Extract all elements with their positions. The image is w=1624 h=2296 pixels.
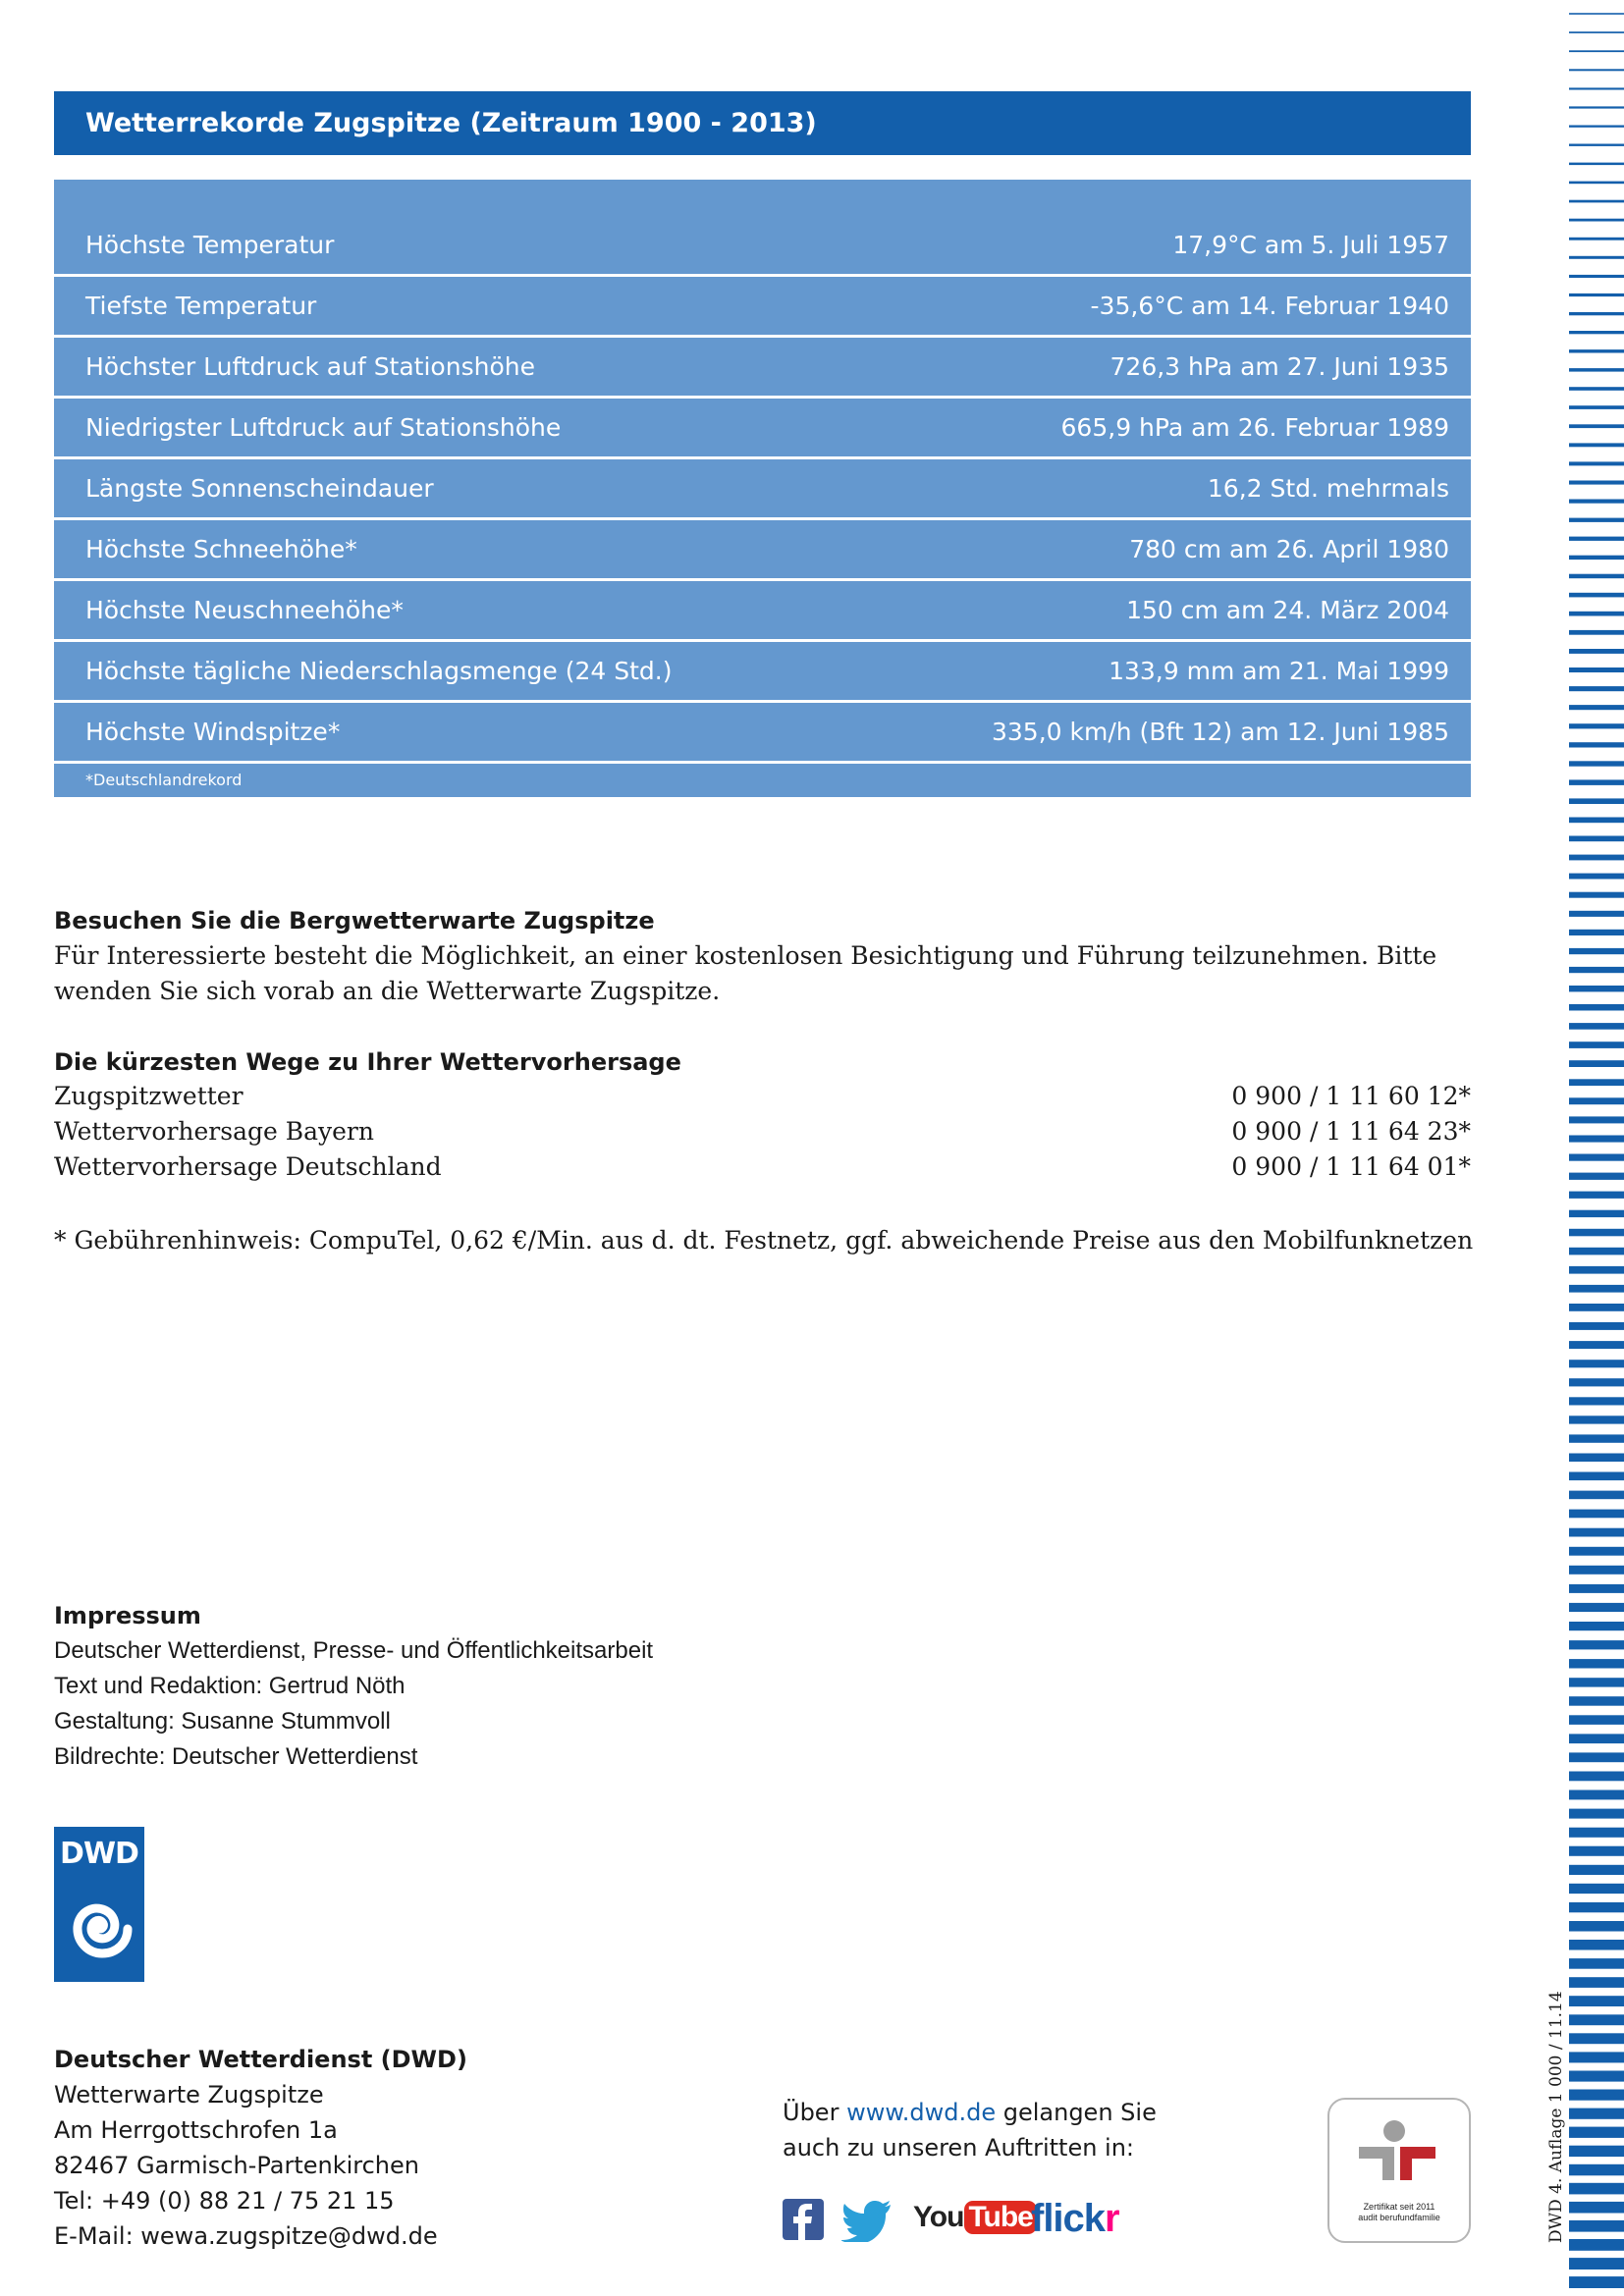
stripe: [1569, 1659, 1624, 1668]
stripe: [1569, 69, 1624, 71]
spiral-icon: [62, 1886, 136, 1970]
record-row: [54, 520, 1471, 581]
dwd-logo: [54, 1827, 144, 1982]
stripe: [1569, 742, 1624, 747]
impressum-line: Text und Redaktion: Gertrud Nöth: [54, 1673, 406, 1699]
stripe: [1569, 1378, 1624, 1386]
stripe: [1569, 368, 1624, 372]
record-label: Tiefste Temperatur: [85, 292, 317, 320]
stripe: [1569, 31, 1624, 33]
stripe: [1569, 1173, 1624, 1180]
stripe: [1569, 2090, 1624, 2101]
record-row: [54, 399, 1471, 459]
record-label: Höchste Neuschneehöhe*: [85, 596, 404, 624]
contact-line: Am Herrgottschrofen 1a: [54, 2116, 338, 2144]
stripe: [1569, 1116, 1624, 1123]
stripe: [1569, 275, 1624, 278]
record-value: 133,9 mm am 21. Mai 1999: [1109, 657, 1449, 685]
stripe: [1569, 2127, 1624, 2138]
contact-heading: Deutscher Wetterdienst (DWD): [54, 2046, 467, 2073]
stripe: [1569, 892, 1624, 898]
stripe: [1569, 948, 1624, 954]
certificate-badge: [1327, 2098, 1471, 2243]
stripe: [1569, 1472, 1624, 1481]
record-row: [54, 703, 1471, 764]
impressum-heading: Impressum: [54, 1602, 201, 1629]
social-line-2: auch zu unseren Auftritten in:: [783, 2134, 1135, 2162]
stripe: [1569, 1940, 1624, 1950]
stripe: [1569, 1136, 1624, 1143]
stripe: [1569, 1341, 1624, 1349]
record-label: Höchster Luftdruck auf Stationshöhe: [85, 352, 535, 381]
stripe: [1569, 87, 1624, 89]
stripe: [1569, 612, 1624, 616]
forecast-line: [54, 1152, 1471, 1188]
stripe: [1569, 1304, 1624, 1311]
dwd-logo-text: DWD: [60, 1837, 138, 1871]
stripe: [1569, 2014, 1624, 2025]
contact-email[interactable]: E-Mail: wewa.zugspitze@dwd.de: [54, 2222, 438, 2250]
records-table: [54, 180, 1471, 797]
fee-note: * Gebührenhinweis: CompuTel, 0,62 €/Min. aus d. dt. Festnetz, ggf. abweichende Preise aus den Mobilfunknetzen: [54, 1226, 1474, 1255]
forecast-number: 0 900 / 1 11 64 01*: [1231, 1152, 1471, 1181]
forecast-name: Zugspitzwetter: [54, 1082, 244, 1110]
record-label: Höchste tägliche Niederschlagsmenge (24 Std.): [85, 657, 673, 685]
record-row: [54, 581, 1471, 642]
record-row: [54, 459, 1471, 520]
stripe: [1569, 500, 1624, 504]
forecast-line: [54, 1117, 1471, 1152]
stripe: [1569, 1996, 1624, 2006]
stripe: [1569, 667, 1624, 672]
stripe: [1569, 1322, 1624, 1330]
forecast-name: Wettervorhersage Deutschland: [54, 1152, 442, 1181]
stripe: [1569, 1547, 1624, 1556]
stripe: [1569, 818, 1624, 824]
stripe: [1569, 1248, 1624, 1255]
edition-text: DWD 4. Auflage 1 000 / 11.14: [1546, 1991, 1566, 2243]
social-line-1: Über www.dwd.de gelangen Sie: [783, 2099, 1157, 2126]
flickr-icon[interactable]: flickr: [1031, 2197, 1119, 2240]
stripe: [1569, 481, 1624, 485]
stripe: [1569, 443, 1624, 447]
stripe: [1569, 836, 1624, 842]
stripe: [1569, 1715, 1624, 1725]
stripe: [1569, 1846, 1624, 1856]
stripe: [1569, 1041, 1624, 1048]
stripe: [1569, 405, 1624, 409]
youtube-icon[interactable]: You Tube: [913, 2201, 1037, 2240]
stripe: [1569, 461, 1624, 465]
stripe: [1569, 911, 1624, 917]
stripe: [1569, 1079, 1624, 1086]
stripe: [1569, 1977, 1624, 1988]
stripe: [1569, 1958, 1624, 1969]
record-row: [54, 216, 1471, 277]
stripe: [1569, 779, 1624, 785]
stripe: [1569, 1434, 1624, 1442]
contact-line: Tel: +49 (0) 88 21 / 75 21 15: [54, 2187, 395, 2215]
dwd-website-link[interactable]: www.dwd.de: [846, 2099, 997, 2126]
stripe: [1569, 1640, 1624, 1649]
visit-heading: Besuchen Sie die Bergwetterwarte Zugspitze: [54, 907, 655, 934]
stripe: [1569, 200, 1624, 203]
record-label: Höchste Windspitze*: [85, 718, 341, 746]
record-label: Längste Sonnenscheindauer: [85, 474, 434, 503]
stripe: [1569, 686, 1624, 691]
stripe: [1569, 2276, 1624, 2288]
record-label: Höchste Temperatur: [85, 231, 335, 259]
stripe: [1569, 1734, 1624, 1743]
stripe: [1569, 1210, 1624, 1217]
record-row: [54, 338, 1471, 399]
stripe: [1569, 1360, 1624, 1367]
stripe: [1569, 1790, 1624, 1800]
record-value: 150 cm am 24. März 2004: [1126, 596, 1449, 624]
forecast-heading: Die kürzesten Wege zu Ihrer Wettervorhersage: [54, 1048, 681, 1076]
stripe: [1569, 1828, 1624, 1838]
stripe: [1569, 2202, 1624, 2214]
records-header: [54, 91, 1471, 155]
stripe: [1569, 518, 1624, 522]
record-value: -35,6°C am 14. Februar 1940: [1090, 292, 1449, 320]
stripe: [1569, 387, 1624, 391]
stripe: [1569, 1566, 1624, 1575]
stripe: [1569, 2109, 1624, 2119]
stripe: [1569, 1809, 1624, 1819]
stripe: [1569, 1528, 1624, 1537]
stripe: [1569, 144, 1624, 146]
stripe: [1569, 723, 1624, 728]
contact-line: Wetterwarte Zugspitze: [54, 2081, 324, 2109]
record-label: Höchste Schneehöhe*: [85, 535, 357, 563]
stripe: [1569, 2220, 1624, 2232]
stripe: [1569, 1622, 1624, 1630]
stripe: [1569, 986, 1624, 991]
stripe: [1569, 2146, 1624, 2157]
stripe: [1569, 219, 1624, 222]
stripe: [1569, 2071, 1624, 2082]
forecast-name: Wettervorhersage Bayern: [54, 1117, 374, 1146]
visit-line-1: Für Interessierte besteht die Möglichkeit, an einer kostenlosen Besichtigung und Führung teilzunehmen. Bitte: [54, 941, 1437, 970]
stripe: [1569, 1921, 1624, 1932]
certificate-text: Zertifikat seit 2011 audit berufundfamilie: [1358, 2202, 1440, 2222]
forecast-line: [54, 1082, 1471, 1117]
impressum-line: Deutscher Wetterdienst, Presse- und Öffentlichkeitsarbeit: [54, 1637, 654, 1664]
footnote-text: *Deutschlandrekord: [85, 771, 243, 789]
stripe: [1569, 1752, 1624, 1762]
forecast-number: 0 900 / 1 11 60 12*: [1231, 1082, 1471, 1110]
stripe: [1569, 163, 1624, 166]
stripe: [1569, 1154, 1624, 1161]
stripe: [1569, 556, 1624, 560]
stripe: [1569, 1902, 1624, 1912]
record-value: 726,3 hPa am 27. Juni 1935: [1110, 352, 1449, 381]
visit-line-2: wenden Sie sich vorab an die Wetterwarte Zugspitze.: [54, 977, 721, 1005]
stripe: [1569, 2052, 1624, 2062]
stripe: [1569, 649, 1624, 654]
record-value: 335,0 km/h (Bft 12) am 12. Juni 1985: [992, 718, 1449, 746]
record-row: [54, 642, 1471, 703]
stripe: [1569, 574, 1624, 579]
twitter-icon[interactable]: [841, 2199, 893, 2242]
stripe: [1569, 294, 1624, 296]
stripe: [1569, 630, 1624, 635]
stripe: [1569, 2258, 1624, 2269]
stripe: [1569, 256, 1624, 259]
stripe: [1569, 2033, 1624, 2044]
stripe: [1569, 1454, 1624, 1463]
stripe: [1569, 1229, 1624, 1237]
stripe: [1569, 2164, 1624, 2176]
record-label: Niedrigster Luftdruck auf Stationshöhe: [85, 413, 562, 442]
stripe: [1569, 1004, 1624, 1011]
stripe: [1569, 593, 1624, 598]
stripe: [1569, 2183, 1624, 2195]
stripe: [1569, 1678, 1624, 1686]
stripe: [1569, 1097, 1624, 1104]
contact-line: 82467 Garmisch-Partenkirchen: [54, 2152, 419, 2179]
stripe: [1569, 761, 1624, 766]
record-value: 16,2 Std. mehrmals: [1207, 474, 1449, 503]
stripe: [1569, 50, 1624, 52]
stripe: [1569, 126, 1624, 128]
records-title: Wetterrekorde Zugspitze (Zeitraum 1900 - 2013): [85, 108, 817, 138]
stripe: [1569, 930, 1624, 935]
stripe: [1569, 705, 1624, 710]
stripe: [1569, 1192, 1624, 1199]
stripe: [1569, 1397, 1624, 1405]
stripe: [1569, 106, 1624, 108]
stripe: [1569, 331, 1624, 334]
forecast-number: 0 900 / 1 11 64 23*: [1231, 1117, 1471, 1146]
stripe: [1569, 1865, 1624, 1875]
stripe: [1569, 1884, 1624, 1894]
stripe: [1569, 1285, 1624, 1293]
visit-text: [54, 938, 1478, 1009]
stripe: [1569, 1603, 1624, 1612]
stripe: [1569, 967, 1624, 973]
impressum-line: Gestaltung: Susanne Stummvoll: [54, 1708, 391, 1735]
stripe: [1569, 1696, 1624, 1706]
stripe: [1569, 1491, 1624, 1500]
stripe: [1569, 1772, 1624, 1782]
stripe: [1569, 798, 1624, 804]
stripe: [1569, 182, 1624, 185]
record-value: 665,9 hPa am 26. Februar 1989: [1060, 413, 1449, 442]
stripe: [1569, 312, 1624, 315]
stripe: [1569, 13, 1624, 15]
stripe: [1569, 349, 1624, 352]
record-value: 780 cm am 26. April 1980: [1129, 535, 1449, 563]
stripe: [1569, 2239, 1624, 2251]
stripe: [1569, 1023, 1624, 1030]
record-value: 17,9°C am 5. Juli 1957: [1172, 231, 1449, 259]
impressum-line: Bildrechte: Deutscher Wetterdienst: [54, 1743, 418, 1770]
records-footnote: [54, 764, 1471, 797]
stripe: [1569, 855, 1624, 861]
facebook-icon[interactable]: [783, 2199, 824, 2240]
stripe: [1569, 874, 1624, 880]
audit-logo-icon: [1355, 2119, 1443, 2198]
stripe: [1569, 1584, 1624, 1593]
stripe: [1569, 537, 1624, 541]
stripe: [1569, 1415, 1624, 1423]
stripe: [1569, 238, 1624, 240]
stripe: [1569, 1510, 1624, 1519]
stripe: [1569, 1266, 1624, 1274]
stripe: [1569, 424, 1624, 428]
stripe: [1569, 1060, 1624, 1067]
decorative-stripes: [1569, 0, 1624, 2296]
record-row: [54, 277, 1471, 338]
